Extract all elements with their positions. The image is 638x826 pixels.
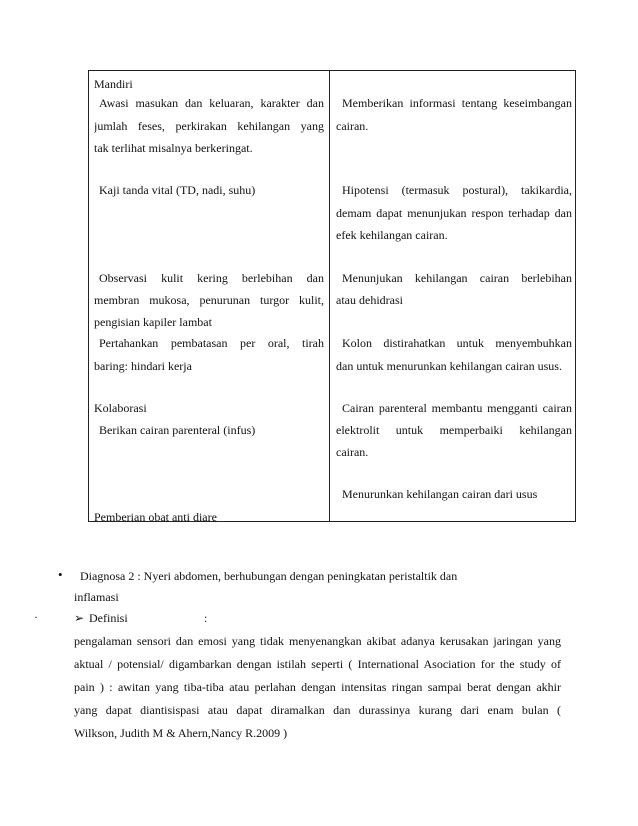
- right-r2-line3: efek kehilangan cairan.: [336, 228, 448, 242]
- left-r1-line1: Awasi masukan dan keluaran, karakter dan: [99, 96, 324, 110]
- right-r3-line1: Menunjukan kehilangan cairan berlebihan: [342, 271, 572, 285]
- arrow-bullet-icon: ➢: [74, 611, 85, 625]
- right-r1-line2: cairan.: [336, 119, 369, 133]
- right-r5-line3: cairan.: [336, 445, 369, 459]
- definisi-line3: pain ) : awitan yang tiba-tiba atau perlahan dengan intensitas ringan sampai berat dengan akhir: [74, 680, 561, 694]
- bullet-icon: •: [58, 567, 63, 582]
- definisi-colon: :: [204, 611, 208, 625]
- right-r2-line1: Hipotensi (termasuk postural), takikardia,: [342, 183, 572, 197]
- left-r3-line3: pengisian kapiler lambat: [94, 315, 212, 329]
- right-r3-line2: atau dehidrasi: [336, 293, 403, 307]
- left-r1-line3: tak terlihat misalnya berkeringat.: [94, 141, 253, 155]
- definisi-label: Definisi: [89, 611, 128, 625]
- diagnosa-line1: Diagnosa 2 : Nyeri abdomen, berhubungan dengan peningkatan peristaltik dan: [80, 569, 458, 583]
- left-r5-line1: Berikan cairan parenteral (infus): [99, 423, 256, 437]
- left-r6-line1: Pemberian obat anti diare: [94, 510, 217, 524]
- left-r3-line2: membran mukosa, penurunan turgor kulit,: [94, 293, 324, 307]
- kolaborasi-heading: Kolaborasi: [94, 401, 147, 415]
- mandiri-heading: Mandiri: [94, 77, 133, 91]
- left-r3-line1: Observasi kulit kering berlebihan dan: [99, 271, 324, 285]
- right-r5-line1: Cairan parenteral membantu mengganti cairan: [342, 401, 572, 415]
- definisi-line2: aktual / potensial/ digambarkan dengan istilah seperti ( International Asociation for the study of: [74, 657, 561, 671]
- diagnosa-line2: inflamasi: [74, 590, 119, 604]
- left-r4-line2: baring: hindari kerja: [94, 359, 192, 373]
- right-r4-line2: dan untuk menurunkan kehilangan cairan usus.: [336, 359, 562, 373]
- right-r5-line2: elektrolit untuk memperbaiki kehilangan: [336, 423, 572, 437]
- definisi-line5: Wilkson, Judith M & Ahern,Nancy R.2009 ): [74, 726, 288, 740]
- right-r6-line1: Menurunkan kehilangan cairan dari usus: [342, 487, 538, 501]
- definisi-line4: yang dapat diantisispasi atau dapat diramalkan dan durassinya kurang dari enam bulan (: [74, 703, 561, 717]
- right-r4-line1: Kolon distirahatkan untuk menyembuhkan: [342, 336, 572, 350]
- left-r1-line2: jumlah feses, perkirakan kehilangan yang: [94, 119, 324, 133]
- table-column-divider: [329, 70, 330, 522]
- small-bullet-icon: ·: [34, 610, 38, 624]
- left-r2-line1: Kaji tanda vital (TD, nadi, suhu): [99, 183, 256, 197]
- definisi-line1: pengalaman sensori dan emosi yang tidak menyenangkan akibat adanya kerusakan jaringan yang: [74, 634, 561, 648]
- left-r4-line1: Pertahankan pembatasan per oral, tirah: [99, 336, 324, 350]
- right-r2-line2: demam dapat menunjukan respon terhadap dan: [336, 206, 572, 220]
- right-r1-line1: Memberikan informasi tentang keseimbangan: [342, 96, 572, 110]
